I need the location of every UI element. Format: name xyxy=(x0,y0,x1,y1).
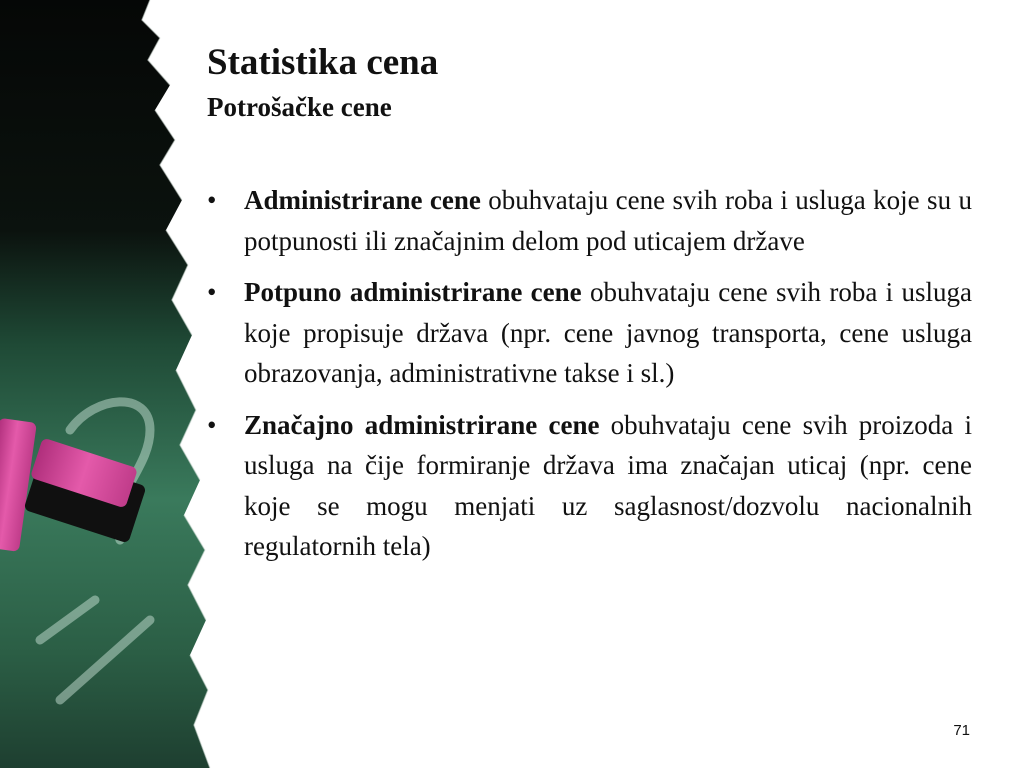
bullet-term: Značajno administrirane cene xyxy=(244,409,600,440)
bullet-icon: • xyxy=(207,277,217,307)
chalkboard-chalk-image xyxy=(0,0,230,768)
bullet-text: obuhvataju cene svih proizoda i usluga na čije formiranje država ima značajan uticaj (npr. cene koje se mogu menjati uz saglasnost/dozvolu nacionalnih regulatornih tela) xyxy=(244,409,972,561)
bullet-term: Potpuno administrirane cene xyxy=(244,277,582,307)
slide-title: Statistika cena xyxy=(207,42,439,83)
bullet-term: Administrirane cene xyxy=(244,185,481,215)
bullet-list xyxy=(207,180,972,578)
bullet-item xyxy=(207,272,972,394)
slide-subtitle: Potrošačke cene xyxy=(207,92,392,122)
bullet-item xyxy=(207,180,972,261)
bullet-text: obuhvataju cene svih roba i usluga koje propisuje država (npr. cene javnog transporta, cene usluga obrazovanja, administrativne takse i sl.) xyxy=(244,277,973,388)
page-number: 71 xyxy=(953,722,970,739)
bullet-icon: • xyxy=(207,185,217,215)
bullet-text: obuhvataju cene svih roba i usluga koje su u potpunosti ili značajnim delom pod uticajem države xyxy=(244,185,972,256)
bullet-item xyxy=(207,405,972,567)
bullet-icon: • xyxy=(207,409,217,440)
